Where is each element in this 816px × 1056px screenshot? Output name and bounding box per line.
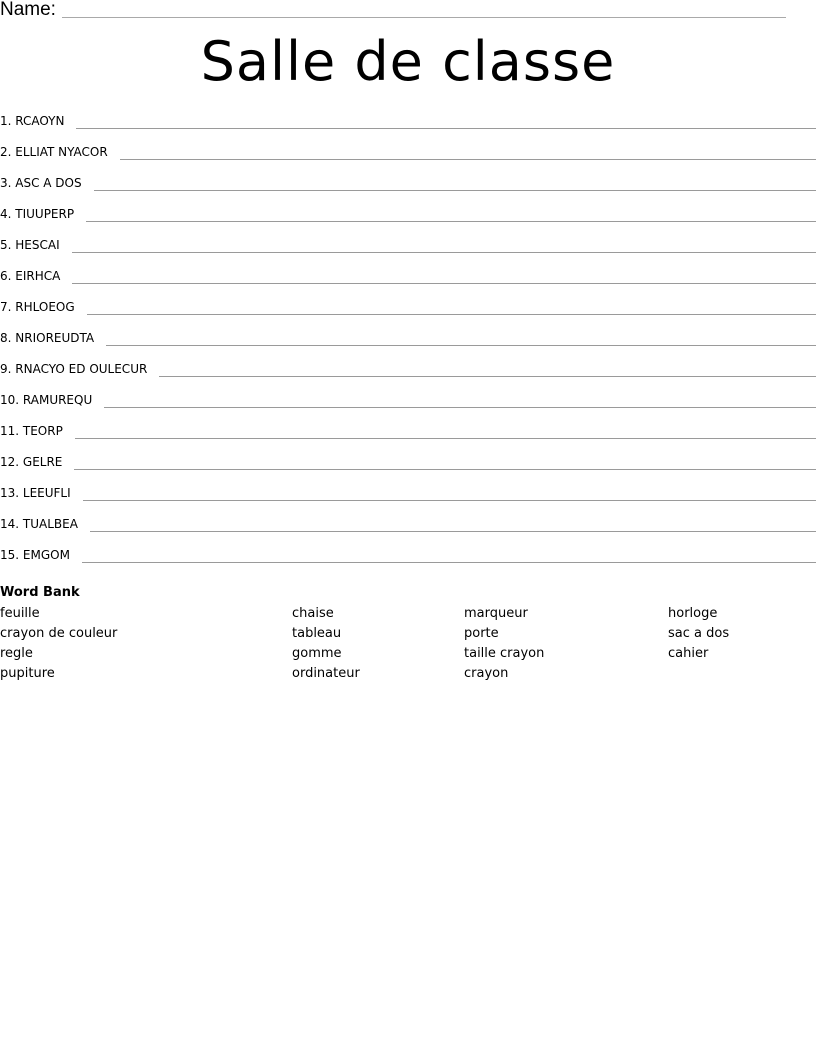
answer-line xyxy=(82,544,816,563)
answer-line xyxy=(86,203,816,222)
word-bank-item: crayon de couleur xyxy=(0,626,118,641)
question-row xyxy=(0,172,816,203)
question-text: 15. EMGOM xyxy=(0,548,70,562)
word-bank-item: marqueur xyxy=(464,606,528,621)
answer-line xyxy=(94,172,816,191)
question-row xyxy=(0,420,816,451)
word-bank-item: sac a dos xyxy=(668,626,730,641)
question-text: 10. RAMUREQU xyxy=(0,393,93,407)
word-bank-item: horloge xyxy=(668,606,718,621)
question-row xyxy=(0,358,816,389)
question-text: 11. TEORP xyxy=(0,424,63,438)
answer-line xyxy=(87,296,816,315)
word-bank xyxy=(0,584,816,684)
word-bank-column xyxy=(464,604,544,684)
question-text: 3. ASC A DOS xyxy=(0,176,82,190)
word-bank-item: pupiture xyxy=(0,666,55,681)
answer-line xyxy=(72,265,816,284)
word-bank-item: feuille xyxy=(0,606,40,621)
word-bank-item: porte xyxy=(464,626,499,641)
answer-line xyxy=(76,110,816,129)
name-label: Name: xyxy=(0,0,56,20)
question-row xyxy=(0,141,816,172)
answer-line xyxy=(104,389,816,408)
question-row xyxy=(0,327,816,358)
question-text: 8. NRIOREUDTA xyxy=(0,331,95,345)
answer-line xyxy=(106,327,816,346)
question-list xyxy=(0,110,816,575)
answer-line xyxy=(72,234,816,253)
word-bank-item: taille crayon xyxy=(464,646,545,661)
answer-line xyxy=(120,141,816,160)
answer-line xyxy=(90,513,816,532)
word-bank-item: ordinateur xyxy=(292,666,360,681)
question-text: 4. TIUUPERP xyxy=(0,207,75,221)
question-text: 7. RHLOEOG xyxy=(0,300,75,314)
question-row xyxy=(0,482,816,513)
word-bank-item: tableau xyxy=(292,626,342,641)
question-text: 5. HESCAI xyxy=(0,238,60,252)
word-bank-item: regle xyxy=(0,646,33,661)
question-text: 6. EIRHCA xyxy=(0,269,61,283)
question-row xyxy=(0,513,816,544)
word-bank-column xyxy=(0,604,117,684)
question-text: 9. RNACYO ED OULECUR xyxy=(0,362,148,376)
question-row xyxy=(0,203,816,234)
question-text: 2. ELLIAT NYACOR xyxy=(0,145,108,159)
question-row xyxy=(0,265,816,296)
question-row xyxy=(0,234,816,265)
question-row xyxy=(0,544,816,575)
name-line xyxy=(62,17,786,18)
answer-line xyxy=(83,482,816,501)
word-bank-item: chaise xyxy=(292,606,334,621)
question-text: 14. TUALBEA xyxy=(0,517,78,531)
page-title: Salle de classe xyxy=(200,30,616,93)
question-row xyxy=(0,110,816,141)
word-bank-column xyxy=(292,604,360,684)
answer-line xyxy=(74,451,816,470)
question-row xyxy=(0,296,816,327)
answer-line xyxy=(159,358,816,377)
word-bank-grid xyxy=(0,604,816,684)
question-row xyxy=(0,389,816,420)
question-text: 12. GELRE xyxy=(0,455,63,469)
answer-line xyxy=(75,420,816,439)
word-bank-item: crayon xyxy=(464,666,509,681)
word-bank-title: Word Bank xyxy=(0,585,80,600)
question-row xyxy=(0,451,816,482)
question-text: 1. RCAOYN xyxy=(0,114,65,128)
word-bank-column xyxy=(668,604,729,664)
name-row xyxy=(0,0,816,22)
word-bank-item: gomme xyxy=(292,646,342,661)
word-bank-item: cahier xyxy=(668,646,709,661)
question-text: 13. LEEUFLI xyxy=(0,486,71,500)
